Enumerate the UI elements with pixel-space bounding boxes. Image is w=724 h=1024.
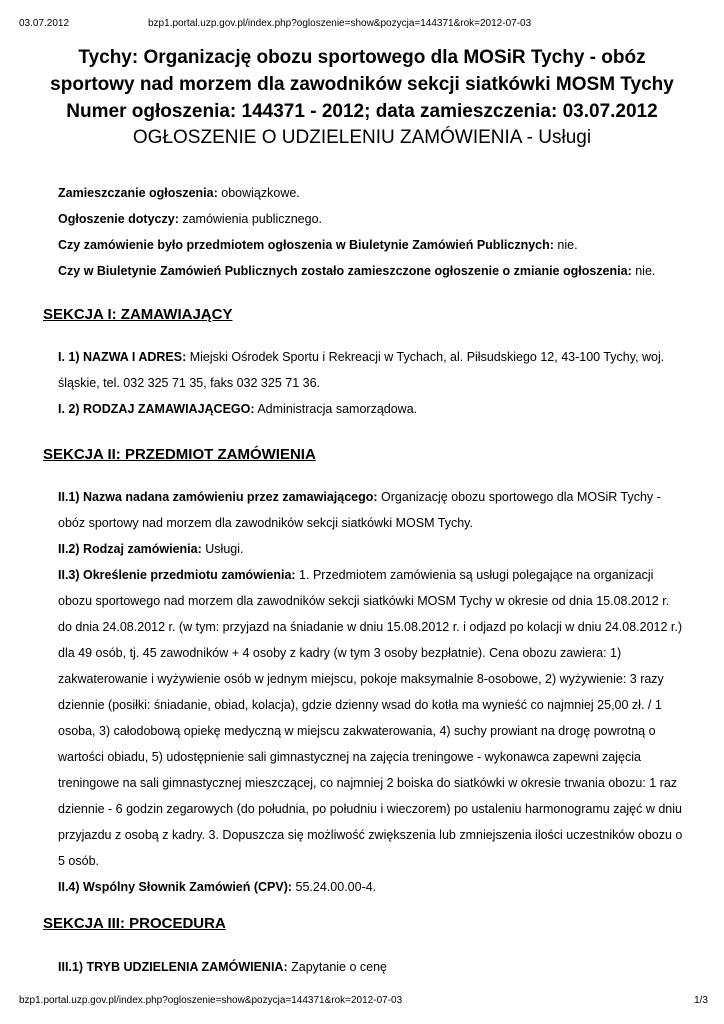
field-label: II.1) Nazwa nadana zamówieniu przez zamawiającego: [58, 490, 378, 504]
meta-label: Czy zamówienie było przedmiotem ogłoszenia w Biuletynie Zamówień Publicznych: [58, 238, 554, 252]
print-url: bzp1.portal.uzp.gov.pl/index.php?ogloszenie=show&pozycja=144371&rok=2012-07-03 [148, 18, 532, 29]
meta-row [58, 180, 698, 206]
field-value: 55.24.00.00-4. [295, 880, 377, 894]
section-3-body [58, 954, 684, 980]
field-label: II.3) Określenie przedmiotu zamówienia: [58, 568, 296, 582]
meta-value: nie. [557, 238, 578, 252]
field-value: Zapytanie o cenę [291, 960, 388, 974]
section-heading-3: SEKCJA III: PROCEDURA [43, 915, 226, 932]
field-label: I. 2) RODZAJ ZAMAWIAJĄCEGO: [58, 402, 255, 416]
meta-row [58, 258, 698, 284]
field-ii3 [58, 562, 684, 874]
field-value: Administracja samorządowa. [257, 402, 418, 416]
field-value: Usługi. [205, 542, 244, 556]
meta-row [58, 232, 698, 258]
field-ii2 [58, 536, 684, 562]
field-i1 [58, 344, 684, 396]
meta-label: Czy w Biuletynie Zamówień Publicznych zostało zamieszczone ogłoszenie o zmianie ogłoszenia: [58, 264, 632, 278]
field-label: II.2) Rodzaj zamówienia: [58, 542, 202, 556]
title-line-3: Numer ogłoszenia: 144371 - 2012; data zamieszczenia: 03.07.2012 [66, 101, 658, 122]
field-i2 [58, 396, 684, 422]
notice-type-subtitle: OGŁOSZENIE O UDZIELENIU ZAMÓWIENIA - Usługi [132, 127, 592, 148]
notice-meta [58, 180, 698, 284]
title-line-2: sportowy nad morzem dla zawodników sekcji siatkówki MOSM Tychy [50, 74, 674, 95]
print-header [0, 18, 724, 32]
section-heading-2: SEKCJA II: PRZEDMIOT ZAMÓWIENIA [43, 446, 316, 463]
section-2-body [58, 484, 684, 900]
field-ii1 [58, 484, 684, 536]
field-value: 1. Przedmiotem zamówienia są usługi polegające na organizacji obozu sportowego nad morzem dla zawodników sekcji siatkówki MOSM Tychy w okresie od dnia 15.08.2012 r. do dnia 24.08.2012 r. (w tym: przyjazd na śniadanie w dniu 15.08.2012 r. i odjazd po kolacji w dniu 24.08.2012 r.) dla 49 osób, tj. 45 zawodników + 4 osoby z kadry (w tym 3 osoby bezpłatnie). Cena obozu zawiera: 1) zakwaterowanie i wyżywienie osób w jednym miejscu, pokoje maksymalnie 8-osobowe, 2) wyżywienie: 3 razy dziennie (posiłki: śniadanie, obiad, kolacja), gdzie dzienny wsad do kotła ma wynieść co najmniej 25,00 zł. / 1 osoba, 3) całodobową opiekę medyczną w miejscu zakwaterowania, 4) suchy prowiant na drogę powrotną o wartości obiadu, 5) udostępnienie sali gimnastycznej na zajęcia treningowe - wykonawca zapewni zajęcia treningowe na sali gimnastycznej mieszczącej, co najmniej 2 boiska do siatkówki w okresie trwania obozu: 1 raz dziennie - 6 godzin zegarowych (do południa, po południu i wieczorem) po ustaleniu harmonogramu zajęć w dniu przyjazdu z osobą z kadry. 3. Dopuszcza się możliwość zwiększenia lub zmniejszenia ilości uczestników obozu o 5 osób. [58, 568, 683, 868]
section-1-body [58, 344, 684, 422]
meta-row [58, 206, 698, 232]
section-heading-1: SEKCJA I: ZAMAWIAJĄCY [43, 306, 233, 323]
footer-url: bzp1.portal.uzp.gov.pl/index.php?ogloszenie=show&pozycja=144371&rok=2012-07-03 [19, 995, 403, 1006]
field-value: Organizację obozu sportowego dla MOSiR Tychy - obóz sportowy nad morzem dla zawodników sekcji siatkówki MOSM Tychy. [58, 490, 661, 530]
field-value: Miejski Ośrodek Sportu i Rekreacji w Tychach, al. Piłsudskiego 12, 43-100 Tychy, woj. śląskie, tel. 032 325 71 35, faks 032 325 71 36. [58, 350, 665, 390]
meta-value: zamówienia publicznego. [182, 212, 323, 226]
field-ii4 [58, 874, 684, 900]
page-number: 1/3 [694, 995, 708, 1006]
print-date: 03.07.2012 [19, 18, 70, 29]
meta-value: obowiązkowe. [221, 186, 300, 200]
field-label: II.4) Wspólny Słownik Zamówień (CPV): [58, 880, 293, 894]
meta-label: Ogłoszenie dotyczy: [58, 212, 179, 226]
field-label: I. 1) NAZWA I ADRES: [58, 350, 187, 364]
field-iii1 [58, 954, 684, 980]
meta-value: nie. [635, 264, 656, 278]
page-title-block [40, 44, 684, 150]
title-line-1: Tychy: Organizację obozu sportowego dla MOSiR Tychy - obóz [78, 47, 646, 68]
field-label: III.1) TRYB UDZIELENIA ZAMÓWIENIA: [58, 960, 288, 974]
meta-label: Zamieszczanie ogłoszenia: [58, 186, 218, 200]
